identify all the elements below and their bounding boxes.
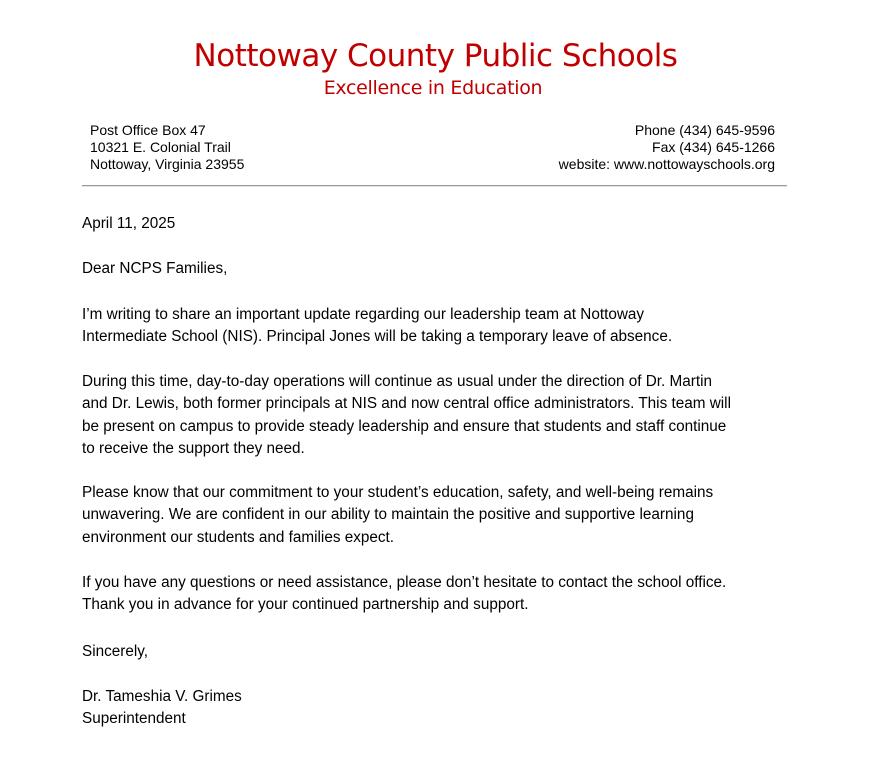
paragraph-3 <box>82 482 792 549</box>
address-line-city: Nottoway, Virginia 23955 <box>90 156 245 172</box>
paragraph-line: and Dr. Lewis, both former principals at NIS and now central office administrators. This team will <box>82 395 731 413</box>
district-name: Nottoway County Public Schools <box>193 38 678 74</box>
paragraph-line: Please know that our commitment to your student’s education, safety, and well-being remains <box>82 484 714 501</box>
paragraph-line: unwavering. We are confident in our ability to maintain the positive and supportive learning <box>82 506 694 524</box>
district-tagline: Excellence in Education <box>323 77 543 99</box>
paragraph-1 <box>82 304 792 349</box>
paragraph-line: be present on campus to provide steady leadership and ensure that students and staff continue <box>82 417 727 435</box>
paragraph-line: During this time, day-to-day operations will continue as usual under the direction of Dr. Martin <box>82 373 713 390</box>
signer-name: Dr. Tameshia V. Grimes <box>82 688 242 705</box>
salutation: Dear NCPS Families, <box>82 260 228 277</box>
paragraph-line: Intermediate School (NIS). Principal Jones will be taking a temporary leave of absence. <box>82 328 673 346</box>
letter-date: April 11, 2025 <box>82 215 176 232</box>
signer-title: Superintendent <box>82 710 186 728</box>
signature-block <box>82 686 792 731</box>
paragraph-line: environment our students and families expect. <box>82 528 395 546</box>
fax-number: Fax (434) 645-1266 <box>652 139 775 155</box>
closing: Sincerely, <box>82 643 149 660</box>
contact-info <box>559 122 775 173</box>
paragraph-4 <box>82 572 792 617</box>
mailing-address <box>90 122 244 173</box>
header-divider <box>82 185 787 186</box>
paragraph-line: If you have any questions or need assistance, please don’t hesitate to contact the school office. <box>82 574 727 591</box>
website-link[interactable]: website: www.nottowayschools.org <box>558 156 775 172</box>
address-line-street: 10321 E. Colonial Trail <box>90 139 231 155</box>
paragraph-line: I’m writing to share an important update regarding our leadership team at Nottoway <box>82 306 645 323</box>
phone-number: Phone (434) 645-9596 <box>634 122 775 138</box>
paragraph-line: Thank you in advance for your continued partnership and support. <box>82 596 529 614</box>
address-line-po-box: Post Office Box 47 <box>90 122 206 138</box>
paragraph-line: to receive the support they need. <box>82 439 305 457</box>
paragraph-2 <box>82 371 792 460</box>
